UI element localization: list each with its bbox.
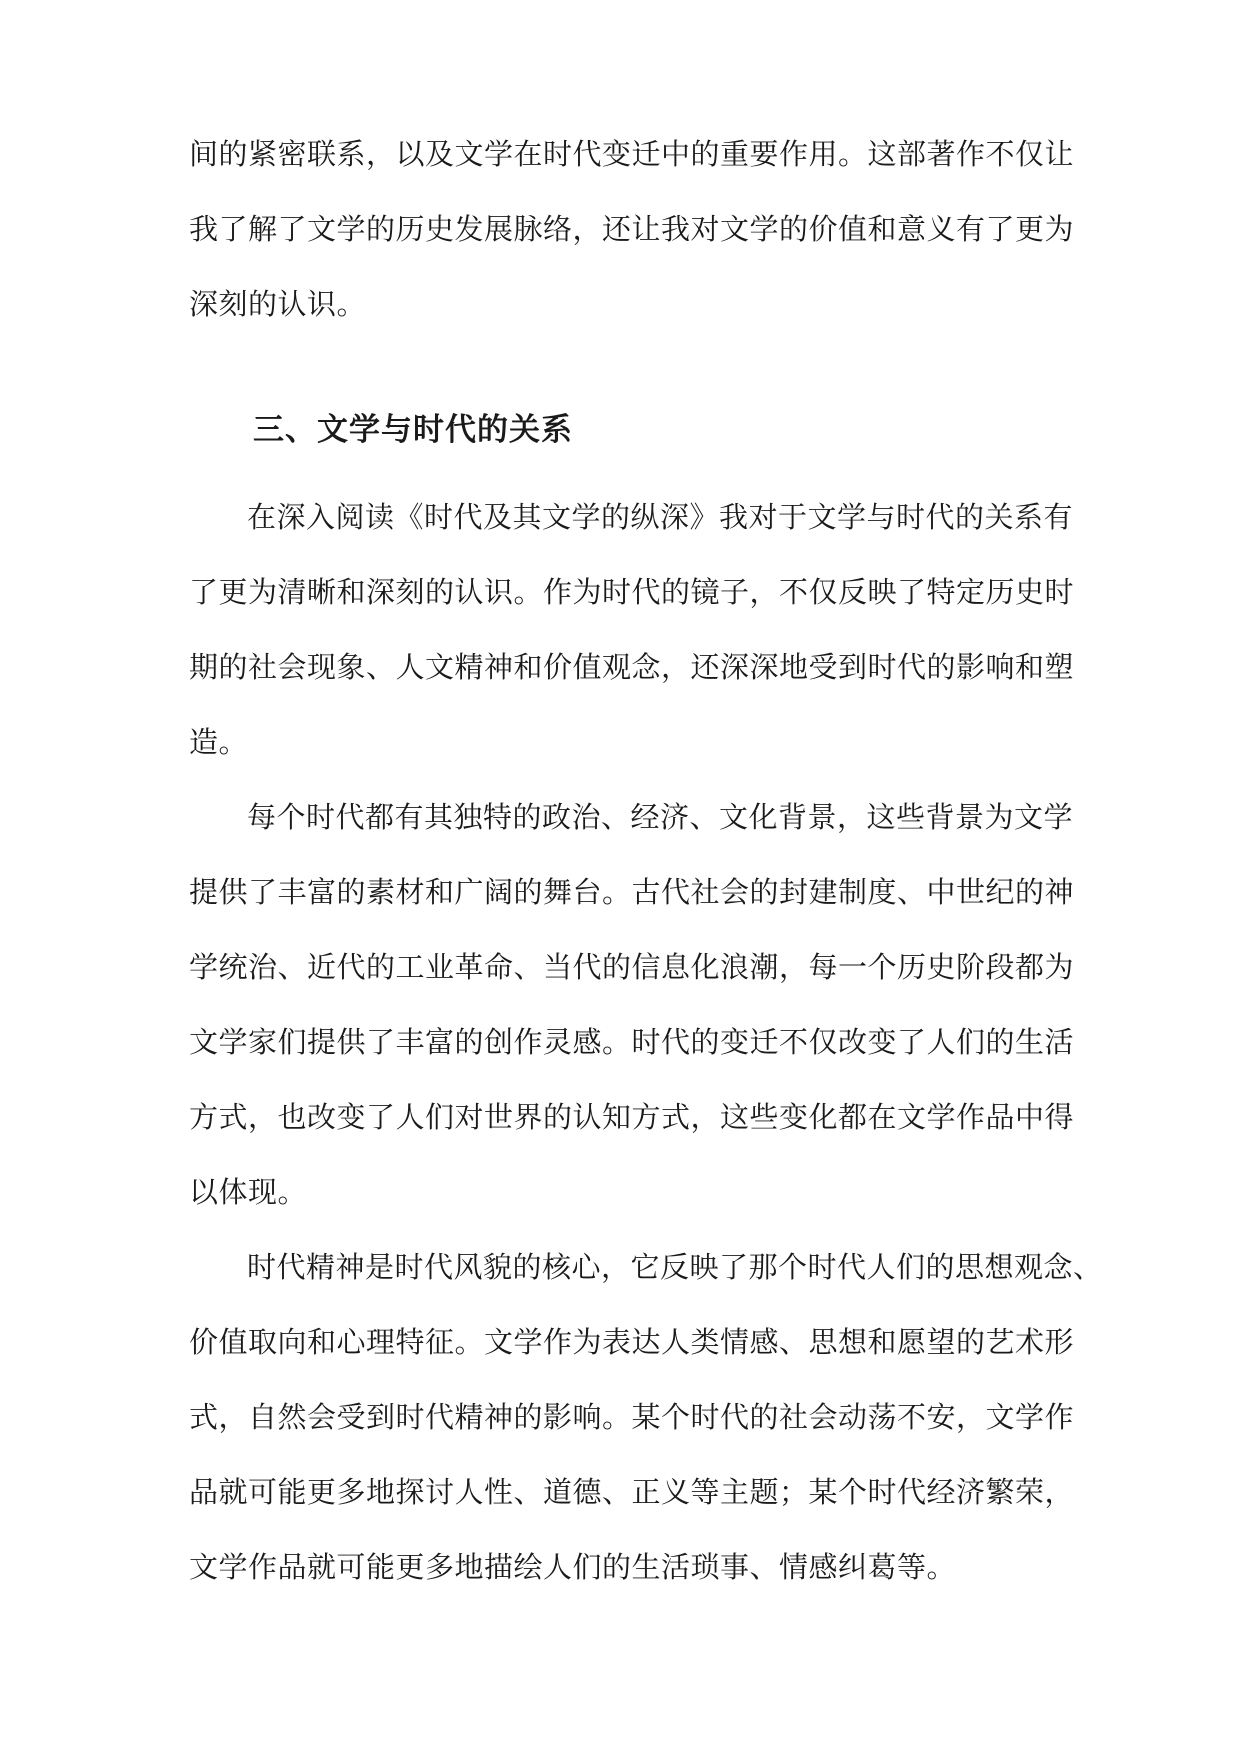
paragraph-line: 以体现。 [189, 1175, 308, 1209]
paragraph-line: 提供了丰富的素材和广阔的舞台。古代社会的封建制度、中世纪的神 [189, 875, 1075, 909]
paragraph-line: 期的社会现象、人文精神和价值观念，还深深地受到时代的影响和塑 [189, 650, 1075, 684]
paragraph-line: 文学作品就可能更多地描绘人们的生活琐事、情感纠葛等。 [189, 1550, 957, 1584]
section-heading: 三、文学与时代的关系 [253, 412, 573, 448]
paragraph-line: 间的紧密联系，以及文学在时代变迁中的重要作用。这部著作不仅让 [189, 137, 1075, 171]
paragraph-line: 时代精神是时代风貌的核心，它反映了那个时代人们的思想观念、 [247, 1250, 1103, 1284]
paragraph-line: 文学家们提供了丰富的创作灵感。时代的变迁不仅改变了人们的生活 [189, 1025, 1075, 1059]
paragraph-line: 造。 [189, 725, 249, 759]
paragraph-line: 在深入阅读《时代及其文学的纵深》我对于文学与时代的关系有 [247, 500, 1074, 534]
paragraph-line: 我了解了文学的历史发展脉络，还让我对文学的价值和意义有了更为 [189, 212, 1075, 246]
paragraph-line: 方式，也改变了人们对世界的认知方式，这些变化都在文学作品中得 [189, 1100, 1075, 1134]
paragraph-line: 每个时代都有其独特的政治、经济、文化背景，这些背景为文学 [247, 800, 1074, 834]
paragraph-line: 了更为清晰和深刻的认识。作为时代的镜子，不仅反映了特定历史时 [189, 575, 1075, 609]
paragraph-line: 学统治、近代的工业革命、当代的信息化浪潮，每一个历史阶段都为 [189, 950, 1075, 984]
paragraph-line: 式，自然会受到时代精神的影响。某个时代的社会动荡不安，文学作 [189, 1400, 1075, 1434]
paragraph-line: 品就可能更多地探讨人性、道德、正义等主题；某个时代经济繁荣， [189, 1475, 1075, 1509]
paragraph-line: 价值取向和心理特征。文学作为表达人类情感、思想和愿望的艺术形 [189, 1325, 1075, 1359]
paragraph-line: 深刻的认识。 [189, 287, 367, 321]
